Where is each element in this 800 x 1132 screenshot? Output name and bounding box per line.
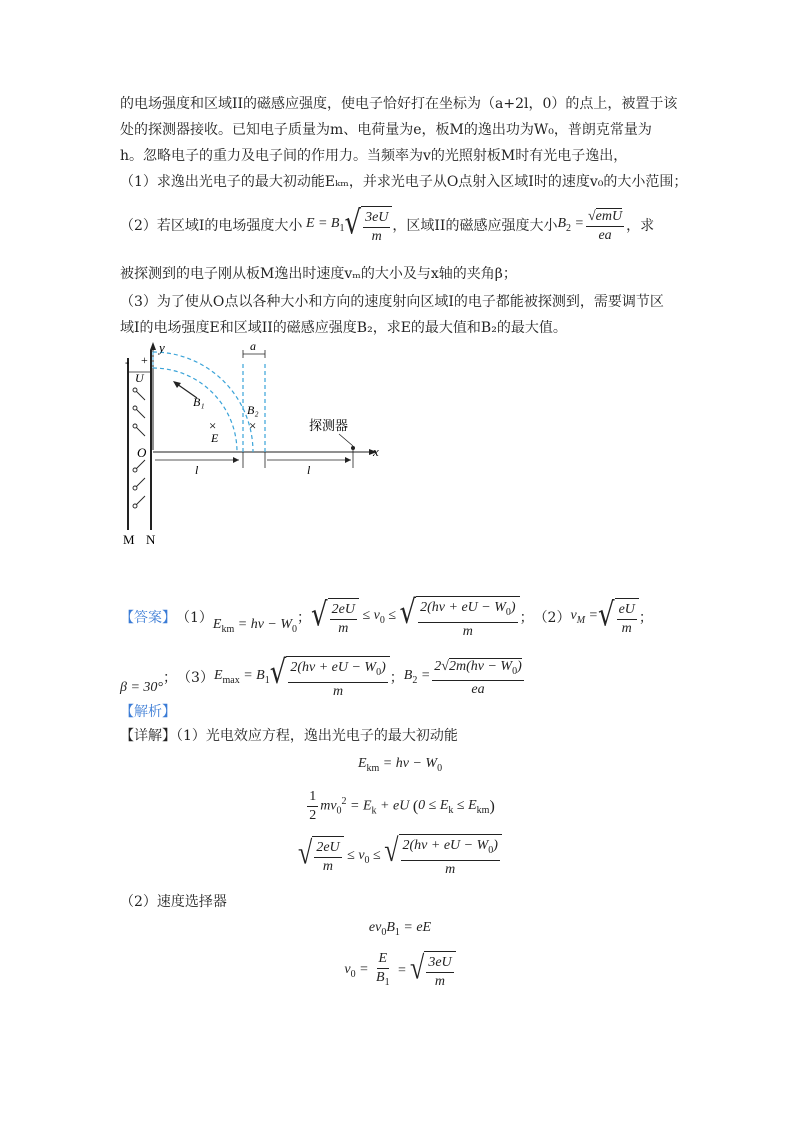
formula-B2: $B_2$ = [557, 215, 584, 234]
physics-diagram [115, 340, 395, 550]
y-axis-arrow [150, 342, 156, 350]
label-M: M [123, 532, 135, 547]
question-1: （1）求逸出光电子的最大初动能Eₖₘ，并求光电子从O点射入区域I时的速度v₀的大小范围； [120, 174, 688, 190]
sqrt-3eU-m: √ $\frac{3eU}{m}$ [345, 206, 393, 246]
answer-part-2-label: （2） [533, 610, 571, 627]
cross-region-2: × [249, 418, 257, 433]
answer-tag: 【答案】 [120, 610, 176, 627]
plus-sign: + [141, 353, 148, 367]
answer-part-1-label: （1） [176, 610, 213, 627]
question-2-text-b: ，区域II的磁感应强度大小 [392, 218, 558, 234]
region-1-inner-arc [153, 368, 237, 452]
answer-beta: β = 30° [120, 680, 164, 696]
question-2 [120, 206, 654, 246]
question-2-text-a: （2）若区域I的电场强度大小 [120, 218, 303, 234]
x-label: x [373, 444, 379, 459]
detail-tag: 【详解】 [120, 728, 176, 744]
label-l-1: l [195, 463, 199, 477]
question-2-continued: 被探测到的电子刚从板M逸出时速度vₘ的大小及与x轴的夹角β； [120, 266, 517, 282]
eq-energy: $\frac{1}{2}$ $mv_0^2 = E_k$ + eU ( $0 \le E_k \le E_{km}$ ) [309, 789, 495, 823]
label-detector: 探测器 [309, 418, 349, 433]
eq-photoelectric: $E_{km} = h\nu - W_0$ [357, 756, 443, 774]
detail-text: （1）光电效应方程，逸出光电子的最大初动能 [176, 728, 458, 744]
answer-vM: √ $\frac{eU}{m}$ [598, 598, 639, 638]
problem-line-1: 的电场强度和区域II的磁感应强度，使电子恰好打在坐标为（a+2l，0）的点上，被置于该 [120, 96, 678, 112]
frac-sqrt-emU-ea: $\frac{\text{√emU}}{ea}$ [587, 208, 623, 243]
y-label: y [159, 340, 165, 355]
label-O: O [137, 445, 147, 460]
answer-line-2: β = 30° ； （3） $E_{max} = B_1$ √ $\frac{2(h\nu + eU - W_0)}{m}$ ； $B_2$ = $\frac{2√2m(h\nu - W_0)}{ea}$ [120, 654, 522, 699]
cross-region-1: × [209, 418, 217, 433]
answer-B2max: $\frac{2√2m(h\nu - W_0)}{ea}$ [434, 658, 522, 698]
eq-v0: $v_0$ = $\frac{E}{B_1}$ = √ $\frac{3eU}{m}$ [0, 950, 800, 992]
eq-velocity-selector: $ev_0B_1$ = eE [368, 920, 432, 938]
label-a: a [250, 340, 256, 353]
answer-line-1: 【答案】 （1） $E_{km} = h\nu - W_0$ ； √ $\frac{2eU}{m}$ ≤ $v_0$ ≤ √ $\frac{2(h\nu + eU - W_0)}{m}$ ； （2） $v_M$ = √ $\frac{eU}{m}$ ； [120, 594, 653, 639]
detail-line [120, 726, 458, 746]
problem-line-3: h。忽略电子的重力及电子间的作用力。当频率为v的光照射板M时有光电子逸出， [120, 148, 628, 164]
formula-E: $E = B_1$ [302, 215, 345, 234]
label-B1: B₁ [193, 395, 205, 409]
part-2-label: （2）速度选择器 [120, 894, 227, 910]
answer-v0-lower: √ $\frac{2eU}{m}$ [311, 598, 359, 638]
question-3-line-2: 域Ⅰ的电场强度E和区域II的磁感应强度B₂，求E的最大值和B₂的最大值。 [120, 320, 567, 336]
answer-Ekm: $E_{km} = h\nu - W_0$ [212, 617, 298, 635]
answer-Emax: √ $\frac{2(h\nu + eU - W_0)}{m}$ [270, 656, 390, 701]
answer-v0-upper: √ $\frac{2(h\nu + eU - W_0)}{m}$ [400, 596, 520, 641]
label-E: E [211, 431, 219, 445]
label-N: N [146, 532, 156, 547]
question-2-text-c: ，求 [626, 218, 655, 234]
minus-sign: - [125, 355, 129, 369]
label-B2: B₂ [247, 403, 259, 417]
problem-line-2: 处的探测器接收。已知电子质量为m、电荷量为e，板M的逸出功为W₀，普朗克常量为 [120, 122, 652, 138]
detector-point [351, 446, 355, 450]
answer-part-3-label: （3） [177, 670, 214, 687]
eq-v0-range: √ $\frac{2eU}{m}$ ≤ $v_0$ ≤ √ $\frac{2(h\nu + eU - W_0)}{m}$ [0, 834, 800, 879]
question-3-line-1: （3）为了使从O点以各种大小和方向的速度射向区域I的电子都能被探测到，需要调节区 [120, 294, 664, 310]
analysis-tag: 【解析】 [120, 704, 176, 720]
label-l-2: l [307, 463, 311, 477]
label-U: U [135, 371, 144, 385]
